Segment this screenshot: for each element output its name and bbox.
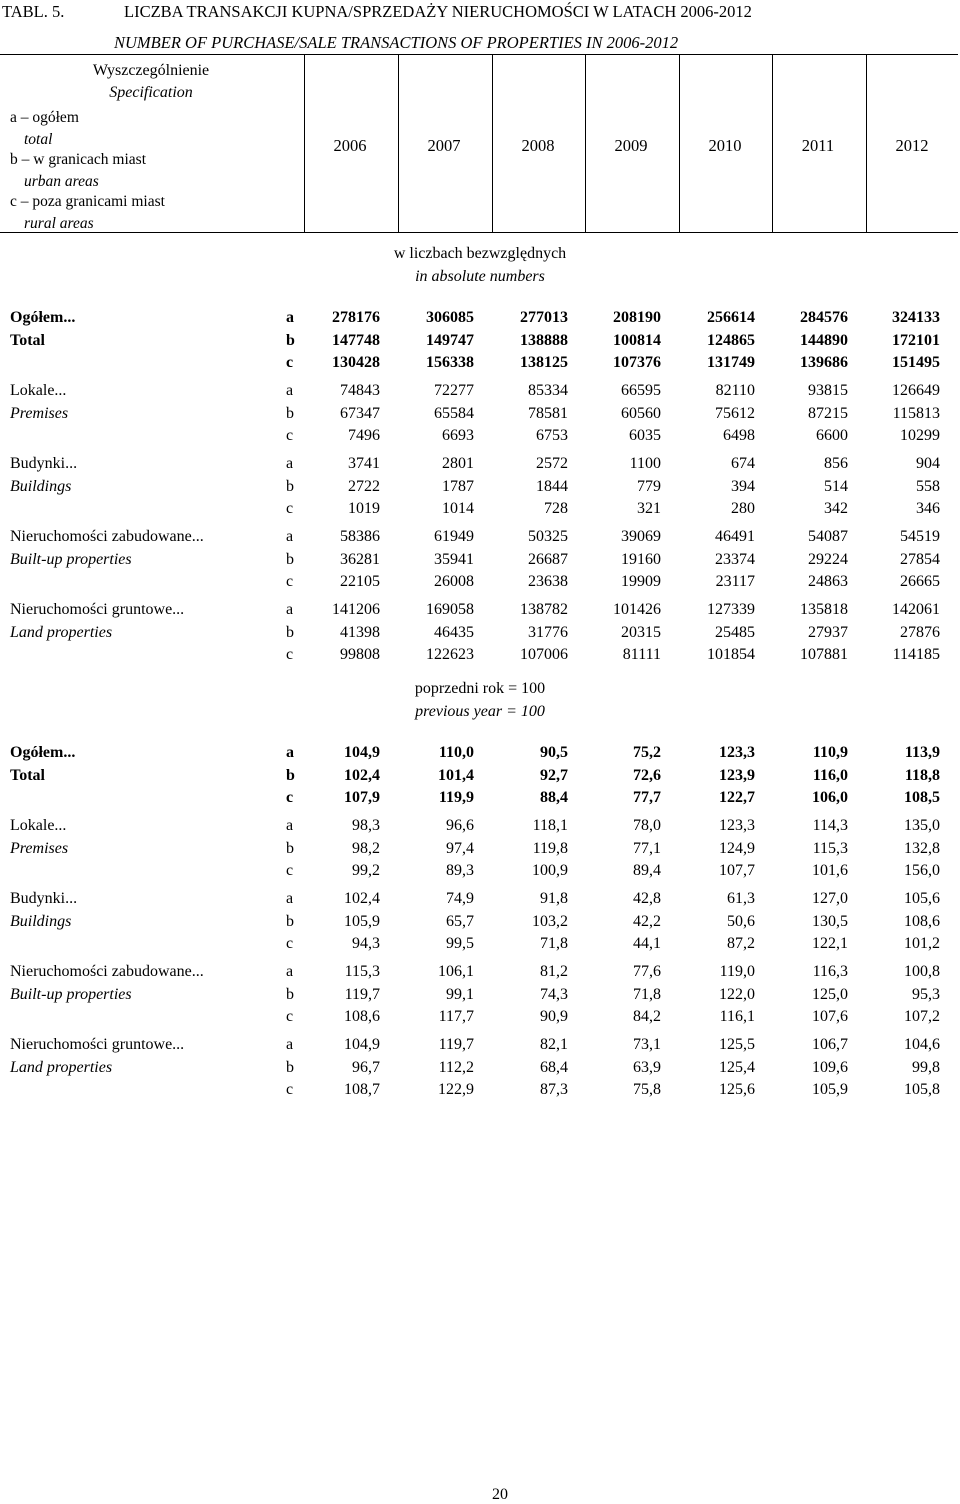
table-cell: 63,9: [633, 1058, 661, 1076]
table-cell: 115,3: [812, 839, 848, 857]
row-code: c: [286, 427, 294, 444]
table-cell: 99,5: [446, 935, 474, 952]
table-cell: 138782: [520, 601, 568, 618]
table-cell: 674: [731, 455, 755, 472]
row-label-english: Buildings: [10, 478, 72, 495]
table-cell: 77,7: [633, 789, 661, 806]
table-cell: 125,4: [719, 1058, 755, 1076]
table-cell: 31776: [528, 623, 568, 641]
table-cell: 91,8: [540, 890, 568, 907]
table-cell: 280: [731, 500, 755, 517]
row-code: c: [286, 1008, 294, 1025]
table-cell: 119,7: [438, 1036, 474, 1053]
table-cell: 41398: [340, 623, 380, 641]
table-cell: 346: [916, 500, 940, 517]
table-cell: 558: [916, 477, 940, 495]
table-cell: 6035: [629, 427, 661, 444]
legend-line: total: [24, 131, 53, 148]
table-cell: 75,2: [633, 744, 661, 761]
row-label-english: Premises: [10, 405, 69, 422]
table-cell: 119,9: [438, 789, 474, 806]
table-cell: 135818: [800, 601, 848, 618]
row-label-polish: Ogółem...: [10, 744, 76, 761]
row-code: b: [286, 331, 295, 349]
table-cell: 22105: [340, 573, 380, 590]
table-cell: 107881: [800, 646, 848, 663]
table-cell: 78,0: [633, 817, 661, 834]
table-cell: 6693: [442, 427, 474, 444]
table-cell: 105,8: [904, 1081, 940, 1098]
header-bottom-rule: [0, 232, 958, 233]
table-cell: 118,8: [904, 766, 940, 784]
table-cell: 135,0: [904, 817, 940, 834]
legend-line: b – w granicach miast: [10, 151, 147, 168]
table-cell: 71,8: [633, 985, 661, 1003]
table-cell: 72,6: [633, 766, 661, 784]
table-cell: 156338: [426, 354, 474, 371]
row-label-polish: Nieruchomości zabudowane...: [10, 963, 204, 980]
table-cell: 306085: [426, 309, 474, 326]
table-cell: 102,4: [344, 890, 380, 907]
table-cell: 256614: [707, 309, 755, 326]
table-cell: 58386: [340, 528, 380, 545]
table-cell: 26665: [900, 573, 940, 590]
row-label-english: Built-up properties: [10, 986, 132, 1003]
year-header-cell: 2011: [801, 136, 835, 155]
row-code: a: [286, 817, 294, 834]
table-cell: 144890: [800, 331, 848, 349]
table-cell: 101854: [707, 646, 755, 663]
row-code: c: [286, 646, 294, 663]
table-title-polish: LICZBA TRANSAKCJI KUPNA/SPRZEDAŻY NIERUCHOMOŚCI W LATACH 2006-2012: [124, 2, 752, 21]
table-cell: 74843: [340, 382, 380, 399]
table-cell: 284576: [800, 309, 848, 326]
row-code: b: [286, 1058, 294, 1076]
table-cell: 1787: [442, 477, 474, 495]
table-cell: 122,7: [719, 789, 755, 806]
table-cell: 84,2: [633, 1008, 661, 1025]
table-cell: 95,3: [912, 985, 940, 1003]
table-cell: 101,2: [904, 935, 940, 952]
table-cell: 172101: [892, 331, 940, 349]
table-number: TABL. 5.: [2, 2, 65, 21]
table-cell: 514: [824, 477, 848, 495]
table-cell: 97,4: [446, 839, 474, 857]
table-cell: 6600: [816, 427, 848, 444]
table-cell: 122,9: [438, 1081, 474, 1098]
table-cell: 108,5: [904, 789, 940, 806]
table-cell: 169058: [426, 601, 474, 618]
table-cell: 131749: [707, 354, 755, 371]
table-cell: 82,1: [540, 1036, 568, 1053]
table-cell: 89,3: [446, 862, 474, 879]
table-cell: 115813: [892, 404, 940, 422]
table-cell: 54087: [808, 528, 848, 545]
table-cell: 856: [824, 455, 848, 472]
table-cell: 92,7: [540, 766, 568, 784]
table-cell: 110,0: [438, 744, 474, 761]
table-cell: 87,2: [727, 935, 755, 952]
table-cell: 101426: [613, 601, 661, 618]
specification-title-polish: Wyszczególnienie: [92, 62, 210, 79]
table-cell: 50325: [528, 528, 568, 545]
table-cell: 77,1: [633, 839, 661, 857]
table-cell: 107376: [613, 354, 661, 371]
table-cell: 90,9: [540, 1008, 568, 1025]
table-cell: 23638: [528, 573, 568, 590]
table-cell: 103,2: [532, 912, 568, 930]
row-label-english: Total: [10, 767, 45, 784]
row-code: a: [286, 455, 294, 472]
table-cell: 113,9: [904, 744, 940, 761]
table-cell: 89,4: [633, 862, 661, 879]
table-cell: 105,6: [904, 890, 940, 907]
table-cell: 104,9: [344, 1036, 380, 1053]
table-cell: 74,9: [446, 890, 474, 907]
table-title-english: NUMBER OF PURCHASE/SALE TRANSACTIONS OF PROPERTIES IN 2006-2012: [114, 33, 679, 52]
table-cell: 114185: [892, 646, 940, 663]
table-cell: 107,9: [344, 789, 380, 806]
table-cell: 50,6: [727, 912, 755, 930]
table-cell: 2722: [348, 477, 380, 495]
table-cell: 139686: [800, 354, 848, 371]
table-cell: 142061: [892, 601, 940, 618]
table-cell: 138888: [520, 331, 568, 349]
table-cell: 1019: [348, 500, 380, 517]
table-cell: 54519: [900, 528, 940, 545]
row-code: b: [286, 912, 294, 930]
table-cell: 20315: [621, 623, 661, 641]
table-cell: 147748: [332, 331, 380, 349]
specification-header-cell: [0, 58, 302, 230]
row-label-polish: Budynki...: [10, 890, 78, 907]
row-code: b: [286, 623, 294, 641]
table-cell: 122,1: [812, 935, 848, 952]
table-cell: 101,4: [438, 766, 474, 784]
table-cell: 85334: [528, 382, 568, 399]
row-label-english: Total: [10, 332, 45, 349]
table-cell: 29224: [808, 550, 848, 568]
table-cell: 342: [824, 500, 848, 517]
year-header-cell: 2007: [427, 136, 461, 155]
table-cell: 149747: [426, 331, 474, 349]
row-code: a: [286, 744, 294, 761]
table-cell: 118,1: [532, 817, 568, 834]
row-label-polish: Lokale...: [10, 817, 67, 834]
table-cell: 36281: [340, 550, 380, 568]
table-cell: 106,0: [812, 789, 848, 806]
table-cell: 100,9: [532, 862, 568, 879]
table-cell: 107,6: [812, 1008, 848, 1025]
row-label-english: Buildings: [10, 913, 72, 930]
row-code: b: [286, 550, 294, 568]
table-cell: 67347: [340, 404, 380, 422]
table-cell: 117,7: [438, 1008, 474, 1025]
table-cell: 88,4: [540, 789, 568, 806]
table-cell: 107006: [520, 646, 568, 663]
table-cell: 46491: [715, 528, 755, 545]
table-cell: 112,2: [438, 1058, 474, 1076]
table-cell: 104,9: [344, 744, 380, 761]
table-cell: 73,1: [633, 1036, 661, 1053]
table-cell: 125,6: [719, 1081, 755, 1098]
row-label-english: Premises: [10, 840, 69, 857]
table-cell: 100814: [613, 331, 661, 349]
legend-line: urban areas: [24, 173, 99, 190]
table-cell: 102,4: [344, 766, 380, 784]
row-code: b: [286, 985, 294, 1003]
page-number: 20: [492, 1486, 508, 1503]
table-cell: 278176: [332, 309, 380, 326]
table-cell: 6753: [536, 427, 568, 444]
table-cell: 394: [731, 477, 755, 495]
table-cell: 122623: [426, 646, 474, 663]
table-cell: 108,7: [344, 1081, 380, 1098]
table-cell: 107,7: [719, 862, 755, 879]
table-cell: 114,3: [812, 817, 848, 834]
table-cell: 123,3: [719, 744, 755, 761]
table-cell: 1100: [629, 455, 661, 472]
table-cell: 6498: [723, 427, 755, 444]
legend-line: rural areas: [24, 215, 94, 232]
table-cell: 105,9: [344, 912, 380, 930]
table-cell: 122,0: [719, 985, 755, 1003]
table-cell: 99808: [340, 646, 380, 663]
table-cell: 81,2: [540, 963, 568, 980]
table-cell: 132,8: [904, 839, 940, 857]
row-code: c: [286, 500, 294, 517]
row-label-polish: Budynki...: [10, 455, 78, 472]
section-unit-polish: w liczbach bezwzględnych: [393, 245, 567, 262]
row-code: c: [286, 573, 294, 590]
table-cell: 2572: [536, 455, 568, 472]
table-cell: 3741: [348, 455, 380, 472]
table-cell: 77,6: [633, 963, 661, 980]
table-cell: 124865: [707, 331, 755, 349]
table-cell: 151495: [892, 354, 940, 371]
table-cell: 156,0: [904, 862, 940, 879]
table-cell: 101,6: [812, 862, 848, 879]
table-cell: 99,2: [352, 862, 380, 879]
row-code: b: [286, 766, 295, 784]
row-code: a: [286, 1036, 294, 1053]
row-label-polish: Ogółem...: [10, 309, 76, 326]
table-cell: 25485: [715, 623, 755, 641]
table-cell: 105,9: [812, 1081, 848, 1098]
table-cell: 60560: [621, 404, 661, 422]
table-cell: 321: [637, 500, 661, 517]
table-cell: 71,8: [540, 935, 568, 952]
table-cell: 35941: [434, 550, 474, 568]
table-cell: 127,0: [812, 890, 848, 907]
table-cell: 123,9: [719, 766, 755, 784]
table-cell: 74,3: [540, 985, 568, 1003]
table-cell: 19909: [621, 573, 661, 590]
table-cell: 99,1: [446, 985, 474, 1003]
table-cell: 39069: [621, 528, 661, 545]
table-cell: 7496: [348, 427, 380, 444]
table-cell: 10299: [900, 427, 940, 444]
row-code: a: [286, 309, 294, 326]
table-cell: 126649: [892, 382, 940, 399]
table-cell: 78581: [528, 404, 568, 422]
table-cell: 42,2: [633, 912, 661, 930]
table-cell: 42,8: [633, 890, 661, 907]
table-cell: 109,6: [812, 1058, 848, 1076]
row-label-english: Land properties: [10, 624, 113, 641]
table-cell: 81111: [622, 646, 661, 663]
table-cell: 94,3: [352, 935, 380, 952]
legend-line: c – poza granicami miast: [10, 193, 165, 210]
table-cell: 115,3: [344, 963, 380, 980]
table-cell: 98,2: [352, 839, 380, 857]
table-cell: 44,1: [633, 935, 661, 952]
row-code: c: [286, 789, 294, 806]
table-cell: 100,8: [904, 963, 940, 980]
table-cell: 127339: [707, 601, 755, 618]
table-cell: 116,0: [812, 766, 848, 784]
row-code: a: [286, 601, 294, 618]
table-cell: 104,6: [904, 1036, 940, 1053]
table-cell: 27937: [808, 623, 848, 641]
table-cell: 125,0: [812, 985, 848, 1003]
table-cell: 208190: [613, 309, 661, 326]
table-cell: 110,9: [812, 744, 848, 761]
year-header-cell: 2010: [708, 136, 742, 155]
row-code: c: [286, 354, 294, 371]
row-code: b: [286, 404, 294, 422]
table-cell: 75,8: [633, 1081, 661, 1098]
row-label-polish: Nieruchomości zabudowane...: [10, 528, 204, 545]
section-unit-english: previous year = 100: [415, 703, 545, 720]
row-code: c: [286, 935, 294, 952]
year-header-cell: 2008: [521, 136, 555, 155]
table-cell: 23374: [715, 550, 755, 568]
table-cell: 130,5: [812, 912, 848, 930]
table-cell: 119,7: [344, 985, 380, 1003]
header-top-rule: [0, 54, 958, 55]
row-code: b: [286, 839, 294, 857]
row-code: c: [286, 1081, 294, 1098]
table-cell: 23117: [715, 573, 755, 590]
table-cell: 1844: [536, 477, 568, 495]
table-cell: 46435: [434, 623, 474, 641]
table-cell: 277013: [520, 309, 568, 326]
row-code: c: [286, 862, 294, 879]
row-code: a: [286, 528, 294, 545]
table-cell: 61949: [434, 528, 474, 545]
row-code: a: [286, 890, 294, 907]
row-label-polish: Nieruchomości gruntowe...: [10, 601, 185, 618]
table-cell: 116,1: [719, 1008, 755, 1025]
row-code: a: [286, 963, 294, 980]
table-cell: 26687: [528, 550, 568, 568]
table-cell: 119,8: [532, 839, 568, 857]
table-cell: 27854: [900, 550, 940, 568]
table-cell: 96,6: [446, 817, 474, 834]
table-cell: 87,3: [540, 1081, 568, 1098]
table-cell: 124,9: [719, 839, 755, 857]
table-cell: 26008: [434, 573, 474, 590]
table-cell: 779: [637, 477, 661, 495]
specification-title-english: Specification: [109, 84, 193, 101]
table-cell: 130428: [332, 354, 380, 371]
table-cell: 1014: [442, 500, 474, 517]
year-header-cell: 2009: [614, 136, 648, 155]
table-cell: 728: [544, 500, 568, 517]
table-cell: 65,7: [446, 912, 474, 930]
row-code: a: [286, 382, 294, 399]
table-cell: 61,3: [727, 890, 755, 907]
table-cell: 87215: [808, 404, 848, 422]
year-header-cell: 2012: [895, 136, 929, 155]
table-cell: 66595: [621, 382, 661, 399]
table-cell: 116,3: [812, 963, 848, 980]
table-cell: 98,3: [352, 817, 380, 834]
table-cell: 90,5: [540, 744, 568, 761]
table-cell: 75612: [715, 404, 755, 422]
table-cell: 106,7: [812, 1036, 848, 1053]
table-cell: 24863: [808, 573, 848, 590]
row-label-polish: Lokale...: [10, 382, 67, 399]
table-cell: 2801: [442, 455, 474, 472]
section-unit-english: in absolute numbers: [415, 268, 545, 285]
table-cell: 72277: [434, 382, 474, 399]
table-cell: 99,8: [912, 1058, 940, 1076]
section-unit-polish: poprzedni rok = 100: [414, 680, 546, 697]
table-cell: 123,3: [719, 817, 755, 834]
table-cell: 125,5: [719, 1036, 755, 1053]
table-cell: 904: [916, 455, 940, 472]
row-label-english: Land properties: [10, 1059, 113, 1076]
table-cell: 107,2: [904, 1008, 940, 1025]
table-cell: 82110: [715, 382, 755, 399]
table-cell: 108,6: [904, 912, 940, 930]
table-cell: 106,1: [438, 963, 474, 980]
table-cell: 68,4: [540, 1058, 568, 1076]
table-cell: 19160: [621, 550, 661, 568]
table-cell: 141206: [332, 601, 380, 618]
row-code: b: [286, 477, 294, 495]
table-cell: 96,7: [352, 1058, 380, 1076]
legend-line: a – ogółem: [10, 109, 79, 126]
table-cell: 324133: [892, 309, 940, 326]
row-label-polish: Nieruchomości gruntowe...: [10, 1036, 185, 1053]
row-label-english: Built-up properties: [10, 551, 132, 568]
table-cell: 65584: [434, 404, 474, 422]
year-header-cell: 2006: [333, 136, 367, 155]
table-cell: 27876: [900, 623, 940, 641]
table-cell: 108,6: [344, 1008, 380, 1025]
table-cell: 138125: [520, 354, 568, 371]
table-cell: 93815: [808, 382, 848, 399]
table-cell: 119,0: [719, 963, 755, 980]
